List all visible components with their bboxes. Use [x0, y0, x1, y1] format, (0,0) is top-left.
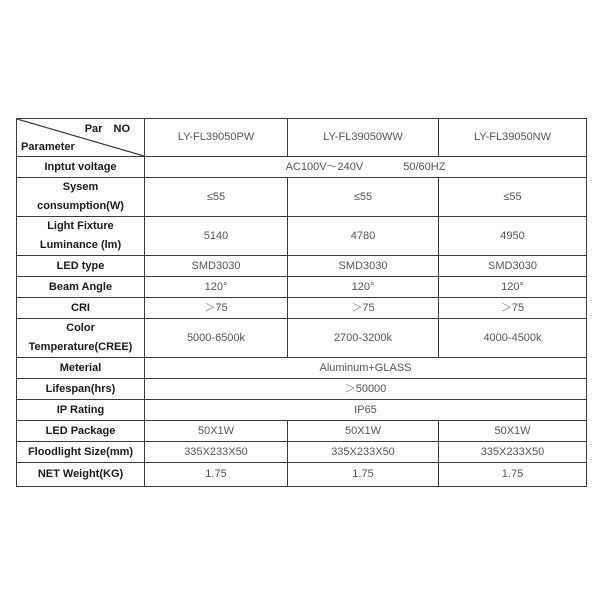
table-row-led-type: [17, 256, 587, 277]
input-voltage-value: [145, 157, 587, 178]
table-row-material: [17, 358, 587, 379]
row-label: [17, 319, 145, 358]
table-row-cri: [17, 298, 587, 319]
table-row-luminance: [17, 217, 587, 256]
cell-value: 335X233X50: [145, 442, 288, 463]
row-label: Meterial: [17, 358, 145, 379]
cell-value: 335X233X50: [439, 442, 587, 463]
cell-value: ＞75: [288, 298, 439, 319]
corner-top-label: Par NO: [84, 123, 130, 135]
cell-value: ＞75: [439, 298, 587, 319]
cell-value: 5140: [145, 217, 288, 256]
row-label: IP Rating: [17, 400, 145, 421]
header-row: [17, 119, 587, 157]
cell-value: ≤55: [145, 178, 288, 217]
table-row-system-consumption: [17, 178, 587, 217]
row-label: LED Package: [17, 421, 145, 442]
cell-value: 4950: [439, 217, 587, 256]
model-header-ww: LY-FL39050WW: [288, 119, 439, 157]
row-label: Inptut voltage: [17, 157, 145, 178]
table-row-ip-rating: [17, 400, 587, 421]
row-label-line1: Sysem: [62, 181, 99, 193]
cell-value: SMD3030: [145, 256, 288, 277]
cell-value: 4000-4500k: [439, 319, 587, 358]
cell-value: 1.75: [288, 463, 439, 487]
cell-value: 1.75: [439, 463, 587, 487]
row-label: LED type: [17, 256, 145, 277]
row-label: CRI: [17, 298, 145, 319]
cell-value: 2700-3200k: [288, 319, 439, 358]
row-label-line2: consumption(W): [37, 200, 124, 212]
cell-value: SMD3030: [439, 256, 587, 277]
row-label-line2: Luminance (lm): [39, 239, 122, 251]
cell-value: 120°: [439, 277, 587, 298]
cell-value: IP65: [145, 400, 587, 421]
model-header-nw: LY-FL39050NW: [439, 119, 587, 157]
cell-value: ≤55: [439, 178, 587, 217]
row-label-line1: Color: [66, 322, 95, 334]
corner-bottom-label: Parameter: [21, 141, 75, 153]
table-row-lifespan: [17, 379, 587, 400]
cell-value: 120°: [145, 277, 288, 298]
row-label-line1: Light Fixture: [47, 220, 114, 232]
table-row-color-temperature: [17, 319, 587, 358]
table-row-input-voltage: [17, 157, 587, 178]
row-label: NET Weight(KG): [17, 463, 145, 487]
cell-value: 120°: [288, 277, 439, 298]
cell-value: 50X1W: [439, 421, 587, 442]
row-label: Lifespan(hrs): [17, 379, 145, 400]
cell-value: 1.75: [145, 463, 288, 487]
cell-value: ＞75: [145, 298, 288, 319]
cell-value: ＞50000: [145, 379, 587, 400]
cell-value: Aluminum+GLASS: [145, 358, 587, 379]
row-label: [17, 217, 145, 256]
voltage-range: AC100V～240V: [285, 160, 364, 173]
row-label-line2: Temperature(CREE): [28, 341, 133, 353]
cell-value: SMD3030: [288, 256, 439, 277]
corner-header-cell: [17, 119, 145, 157]
row-label: Floodlight Size(mm): [17, 442, 145, 463]
table-row-net-weight: [17, 463, 587, 487]
cell-value: 50X1W: [145, 421, 288, 442]
cell-value: 50X1W: [288, 421, 439, 442]
cell-value: 335X233X50: [288, 442, 439, 463]
table-row-floodlight-size: [17, 442, 587, 463]
table-row-beam-angle: [17, 277, 587, 298]
cell-value: ≤55: [288, 178, 439, 217]
cell-value: 5000-6500k: [145, 319, 288, 358]
row-label: Beam Angle: [17, 277, 145, 298]
cell-value: 4780: [288, 217, 439, 256]
row-label: [17, 178, 145, 217]
table-row-led-package: [17, 421, 587, 442]
model-header-pw: LY-FL39050PW: [145, 119, 288, 157]
frequency: 50/60HZ: [403, 160, 446, 173]
spec-table: [16, 118, 587, 487]
